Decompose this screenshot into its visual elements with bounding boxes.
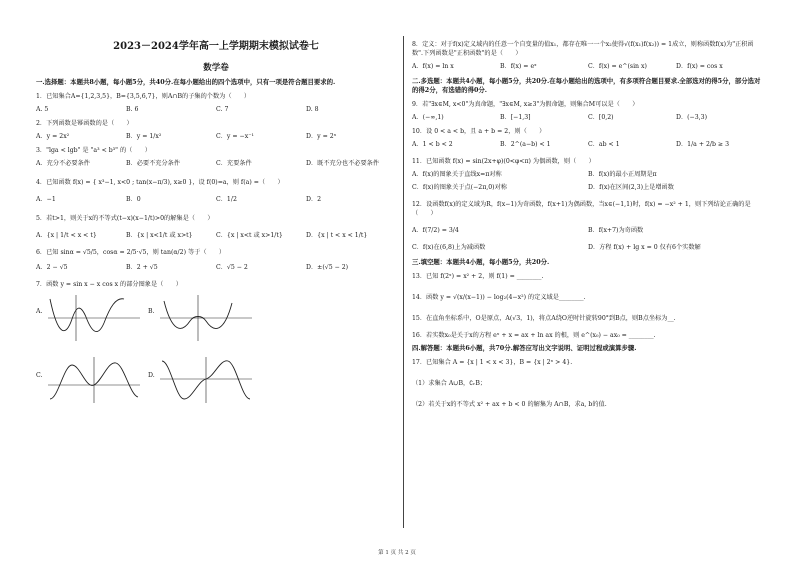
option: B．y = 1/x² [126, 133, 162, 140]
question-3: 3．"lga < lgb" 是 "a³ < b³" 的（ ） [36, 147, 151, 154]
option: B．必要不充分条件 [126, 160, 181, 167]
question-3-options [36, 159, 396, 168]
graph-label-a: A. [36, 308, 43, 315]
graph-d [158, 355, 254, 405]
option: B．{x | x<1/t 或 x>t} [126, 232, 193, 239]
question-12-options-cd [412, 243, 764, 252]
question-11-options-cd [412, 183, 764, 192]
option: B．f(x)的最小正周期是π [588, 171, 657, 178]
option: A．f(7/2) = 3/4 [412, 227, 459, 234]
exam-subject: 数学卷 [203, 63, 229, 73]
option: C．√5 − 2 [216, 264, 248, 271]
option: C. 7 [216, 106, 229, 113]
question-6: 6．已知 sinα = √5/5，cosα = 2/5·√5，则 tan(α/2) 等于（ ） [36, 249, 226, 256]
question-17-part-2: （2）若关于x的不等式 x² + ax + b < 0 的解集为 A∩B，求a, b的值. [412, 401, 607, 408]
question-8-options [412, 62, 764, 71]
question-13: 13．已知 f(2ˣ) = x² + 2，则 f(1) = ________. [412, 273, 544, 280]
question-5: 5．若t>1，则关于x的不等式(t−x)(x−1/t)>0的解集是（ ） [36, 215, 214, 222]
question-10-options [412, 140, 764, 149]
question-11: 11．已知函数 f(x) = sin(2x+φ)(0<φ<π) 为偶函数，则（ ） [412, 158, 595, 165]
option: D．1/a + 2/b ≥ 3 [676, 141, 730, 148]
question-14: 14．函数 y = √(x/(x−1)) − log₂(4−x²) 的定义域是________. [412, 294, 586, 301]
left-column [36, 36, 396, 411]
option: C．[0,2) [588, 114, 614, 121]
question-7: 7．函数 y = sin x − x cos x 的部分图象是（ ） [36, 281, 182, 288]
option: D．f(x)在区间(2,3)上是增函数 [588, 184, 674, 191]
question-1-options [36, 105, 396, 114]
question-9: 9．若"∃x∈M, x<0"为真命题，"∃x∈M, x≥3"为假命题，则集合M可以是（ ） [412, 101, 639, 108]
question-9-options [412, 113, 764, 122]
option: B. 6 [126, 106, 139, 113]
right-column [412, 36, 764, 409]
section-choice-heading: 一.选择题：本题共8小题，每小题5分，共40分.在每小题给出的四个选项中，只有一项是符合题目要求的. [36, 78, 336, 86]
column-divider [403, 36, 404, 528]
question-12: 12．设函数f(x)的定义域为R，f(x−1)为奇函数，f(x+1)为偶函数，当x∈(−1,1)时，f(x) = −x² + 1，则下列结论正确的是（ ） [412, 201, 751, 217]
option: D．既不充分也不必要条件 [306, 160, 380, 167]
exam-title: 2023－2024学年高一上学期期末模拟试卷七 [113, 41, 319, 52]
graph-c [46, 355, 142, 405]
question-4: 4．已知函数 f(x) = { x³−1, x<0 ; tan(x−π/3), x≥0 }，设 f(0)=a，则 f(a) =（ ） [36, 179, 284, 186]
option: A．充分不必要条件 [36, 160, 90, 167]
page-footer: 第 1 页 共 2 页 [378, 550, 416, 556]
question-11-options-ab [412, 170, 764, 179]
question-2-options [36, 132, 396, 141]
question-6-options [36, 263, 396, 272]
option: A．y = 2x² [36, 133, 70, 140]
option: A．(−∞,1) [412, 114, 444, 121]
option: D．(−3,3) [676, 114, 708, 121]
option: A．f(x)的图象关于直线x=π对称 [412, 171, 502, 178]
graph-b [158, 293, 254, 343]
option: D．y = 2ˣ [306, 133, 337, 140]
option: C．{x | x<t 或 x>1/t} [216, 232, 283, 239]
option: C．f(x) = e^(sin x) [588, 63, 647, 70]
graph-label-c: C. [36, 372, 43, 379]
option: B．f(x) = eˣ [500, 63, 537, 70]
option: D．{x | t < x < 1/t} [306, 232, 368, 239]
graph-a [46, 293, 142, 343]
option: C．1/2 [216, 196, 237, 203]
option: B．2 + √5 [126, 264, 158, 271]
option: C．充要条件 [216, 160, 252, 167]
question-4-options [36, 195, 396, 204]
option: B．f(x+7)为奇函数 [588, 227, 644, 234]
question-15: 15．在直角坐标系中，O是原点，A(√3，1)，将点A绕O逆时针旋转90°到B点，则B点坐标为__. [412, 315, 676, 322]
option: D．±(√5 − 2) [306, 264, 349, 271]
option: D. 8 [306, 106, 319, 113]
option: A．{x | 1/t < x < t} [36, 232, 97, 239]
option: B．[−1,3] [500, 114, 531, 121]
question-16: 16．若实数x₀是关于x的方程 eˣ + x = ax + ln ax 的根，则 e^(x₀) − ax₀ = ________. [412, 332, 656, 339]
graph-label-d: D. [148, 372, 155, 379]
option: B．2^(a−b) < 1 [500, 141, 551, 148]
option: A．−1 [36, 196, 56, 203]
question-12-options-ab [412, 226, 764, 235]
option: C．ab < 1 [588, 141, 620, 148]
graph-label-b: B. [148, 308, 155, 315]
option: A．2 − √5 [36, 264, 68, 271]
option: C．y = −x⁻¹ [216, 133, 254, 140]
option: B．0 [126, 196, 141, 203]
question-8: 8．定义：对于f(x)定义域内的任意一个自变量的值x₁，都存在唯一一个x₂使得√(f(x₁)f(x₂)) = 1成立，则称函数f(x)为"正积函数".下列函数是"正积函数"的是（ ） [412, 41, 754, 57]
option: A．f(x) = ln x [412, 63, 454, 70]
option: C．f(x)的图象关于点(−2π,0)对称 [412, 184, 507, 191]
section-multi-heading: 二.多选题：本题共4小题，每小题5分，共20分.在每小题给出的选项中，有多项符合题目要求.全部选对的得5分，部分选对的得2分，有选错的得0分. [412, 77, 761, 94]
question-10: 10．设 0 < a < b，且 a + b = 2，则（ ） [412, 128, 546, 135]
question-17-part-1: （1）求集合 A∪B，∁ᵣB； [412, 380, 487, 387]
question-2: 2．下列函数是幂函数的是（ ） [36, 120, 133, 127]
section-fill-heading: 三.填空题：本题共4小题，每小题5分，共20分. [412, 258, 550, 266]
option: A．1 < b < 2 [412, 141, 453, 148]
option: D．2 [306, 196, 322, 203]
option: A. 5 [36, 106, 49, 113]
option: C．f(x)在(6,8)上为减函数 [412, 244, 486, 251]
question-17: 17．已知集合 A = {x | 1 < x < 3}，B = {x | 2ˣ > 4}. [412, 359, 573, 366]
section-solve-heading: 四.解答题：本题共6小题，共70分.解答应写出文字说明、证明过程或演算步骤. [412, 344, 637, 352]
option: D．方程 f(x) + lg x = 0 仅有6个实数解 [588, 244, 701, 251]
question-5-options [36, 231, 396, 240]
question-7-graphs [36, 293, 396, 411]
option: D．f(x) = cos x [676, 63, 723, 70]
question-1: 1．已知集合A={1,2,3,5}，B={3,5,6,7}，则A∩B的子集的个数为（ ） [36, 93, 251, 100]
